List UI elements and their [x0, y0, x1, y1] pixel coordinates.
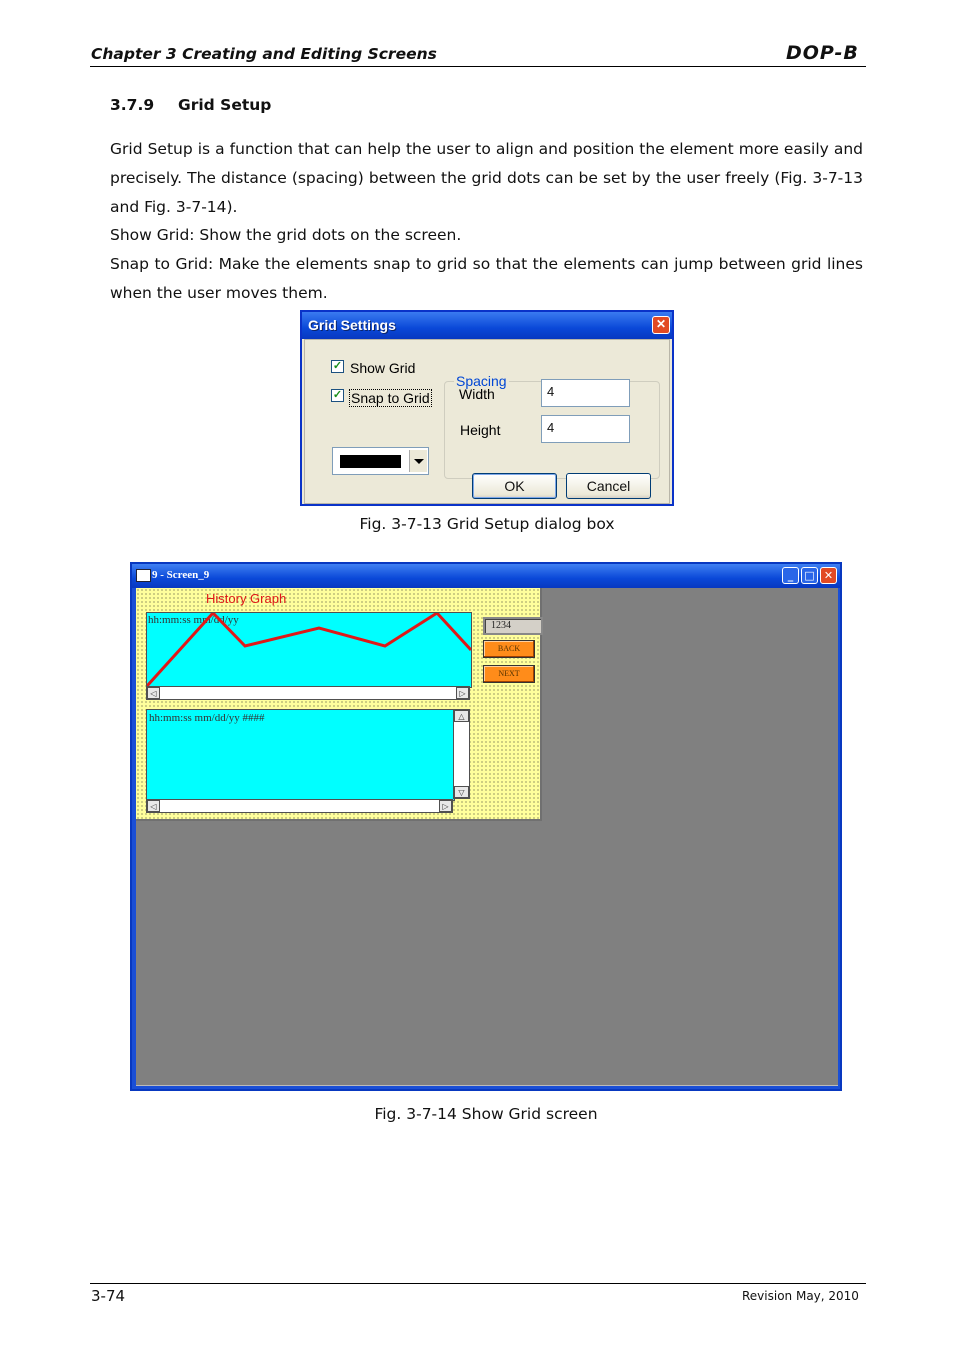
close-icon: ✕: [823, 569, 834, 582]
scroll-down-icon[interactable]: ▽: [454, 786, 469, 798]
graph-time-format: hh:mm:ss mm/dd/yy: [148, 614, 239, 626]
footer-divider: [90, 1283, 866, 1284]
figure-caption-screen: Fig. 3-7-14 Show Grid screen: [374, 1105, 598, 1123]
grid-color-picker[interactable]: [332, 447, 429, 475]
snap-to-grid-label[interactable]: Snap to Grid: [351, 390, 430, 406]
show-grid-checkbox[interactable]: [331, 360, 344, 373]
header-divider: [90, 66, 866, 67]
screen-workspace[interactable]: [136, 588, 838, 1086]
height-label: Height: [460, 422, 501, 438]
dialog-title-bar[interactable]: [302, 312, 672, 339]
grid-settings-dialog: [300, 310, 674, 506]
back-button[interactable]: BACK: [483, 640, 535, 658]
grid-color-swatch: [340, 455, 401, 468]
cancel-button[interactable]: Cancel: [566, 473, 651, 499]
width-input[interactable]: 4: [541, 379, 630, 407]
screen-window-title-bar[interactable]: [132, 564, 840, 588]
next-button[interactable]: NEXT: [483, 665, 535, 683]
screen-window-icon: [136, 569, 151, 582]
revision-date: Revision May, 2010: [742, 1289, 859, 1303]
history-graph-plot: [147, 613, 471, 687]
dialog-title: Grid Settings: [308, 317, 396, 333]
history-list[interactable]: [146, 709, 455, 801]
section-number: 3.7.9: [110, 96, 155, 114]
list-vertical-scrollbar[interactable]: [453, 709, 470, 799]
page-number: 3-74: [91, 1287, 126, 1305]
dialog-body: [304, 339, 670, 504]
close-icon: ✕: [655, 317, 667, 331]
screen-window-title: 9 - Screen_9: [152, 569, 210, 581]
chapter-header: Chapter 3 Creating and Editing Screens: [91, 45, 437, 63]
spacing-group-label: Spacing: [456, 373, 507, 389]
intro-paragraph: Grid Setup is a function that can help the user to align and position the element more easily and precisely. The distance (spacing) between the grid dots can be set by the user freely (Fig. 3-7-13 and Fig. 3-7-14).: [110, 140, 863, 216]
section-title: Grid Setup: [178, 96, 272, 114]
minimize-button[interactable]: [782, 567, 799, 584]
screen-editor-window: [130, 562, 842, 1091]
show-grid-label[interactable]: Show Grid: [350, 360, 416, 376]
dop-b-logo: DOP-B: [786, 42, 859, 64]
figure-caption-dialog: Fig. 3-7-13 Grid Setup dialog box: [359, 515, 615, 533]
width-label: Width: [459, 386, 495, 402]
color-dropdown-button[interactable]: [409, 450, 427, 472]
list-time-format: hh:mm:ss mm/dd/yy ####: [149, 712, 265, 724]
scroll-left-icon[interactable]: ◁: [147, 687, 160, 699]
history-line: [147, 613, 471, 686]
list-horizontal-scrollbar[interactable]: [146, 799, 453, 813]
window-close-button[interactable]: [820, 567, 837, 584]
scroll-right-icon[interactable]: ▷: [456, 687, 469, 699]
minimize-icon: _: [787, 569, 794, 582]
history-graph-title: History Graph: [206, 591, 287, 606]
scroll-up-icon[interactable]: △: [454, 710, 469, 722]
dialog-close-button[interactable]: [652, 316, 670, 334]
grid-canvas[interactable]: [136, 588, 542, 821]
checkmark-icon: ✓: [332, 360, 343, 372]
checkmark-icon: ✓: [332, 389, 343, 401]
scroll-right-icon[interactable]: ▷: [439, 800, 452, 812]
height-input[interactable]: 4: [541, 415, 630, 443]
maximize-icon: □: [804, 569, 815, 582]
maximize-button[interactable]: [801, 567, 818, 584]
show-grid-paragraph: Show Grid: Show the grid dots on the screen.: [110, 226, 462, 244]
graph-horizontal-scrollbar[interactable]: [146, 686, 470, 700]
snap-to-grid-checkbox[interactable]: [331, 389, 344, 402]
ok-button[interactable]: OK: [472, 473, 557, 499]
history-graph[interactable]: [146, 612, 472, 688]
snap-to-grid-paragraph: Snap to Grid: Make the elements snap to grid so that the elements can jump between grid lines when the user moves them.: [110, 255, 863, 302]
numeric-display[interactable]: 1234: [483, 617, 543, 635]
scroll-left-icon[interactable]: ◁: [147, 800, 160, 812]
chevron-down-icon: [414, 459, 424, 464]
